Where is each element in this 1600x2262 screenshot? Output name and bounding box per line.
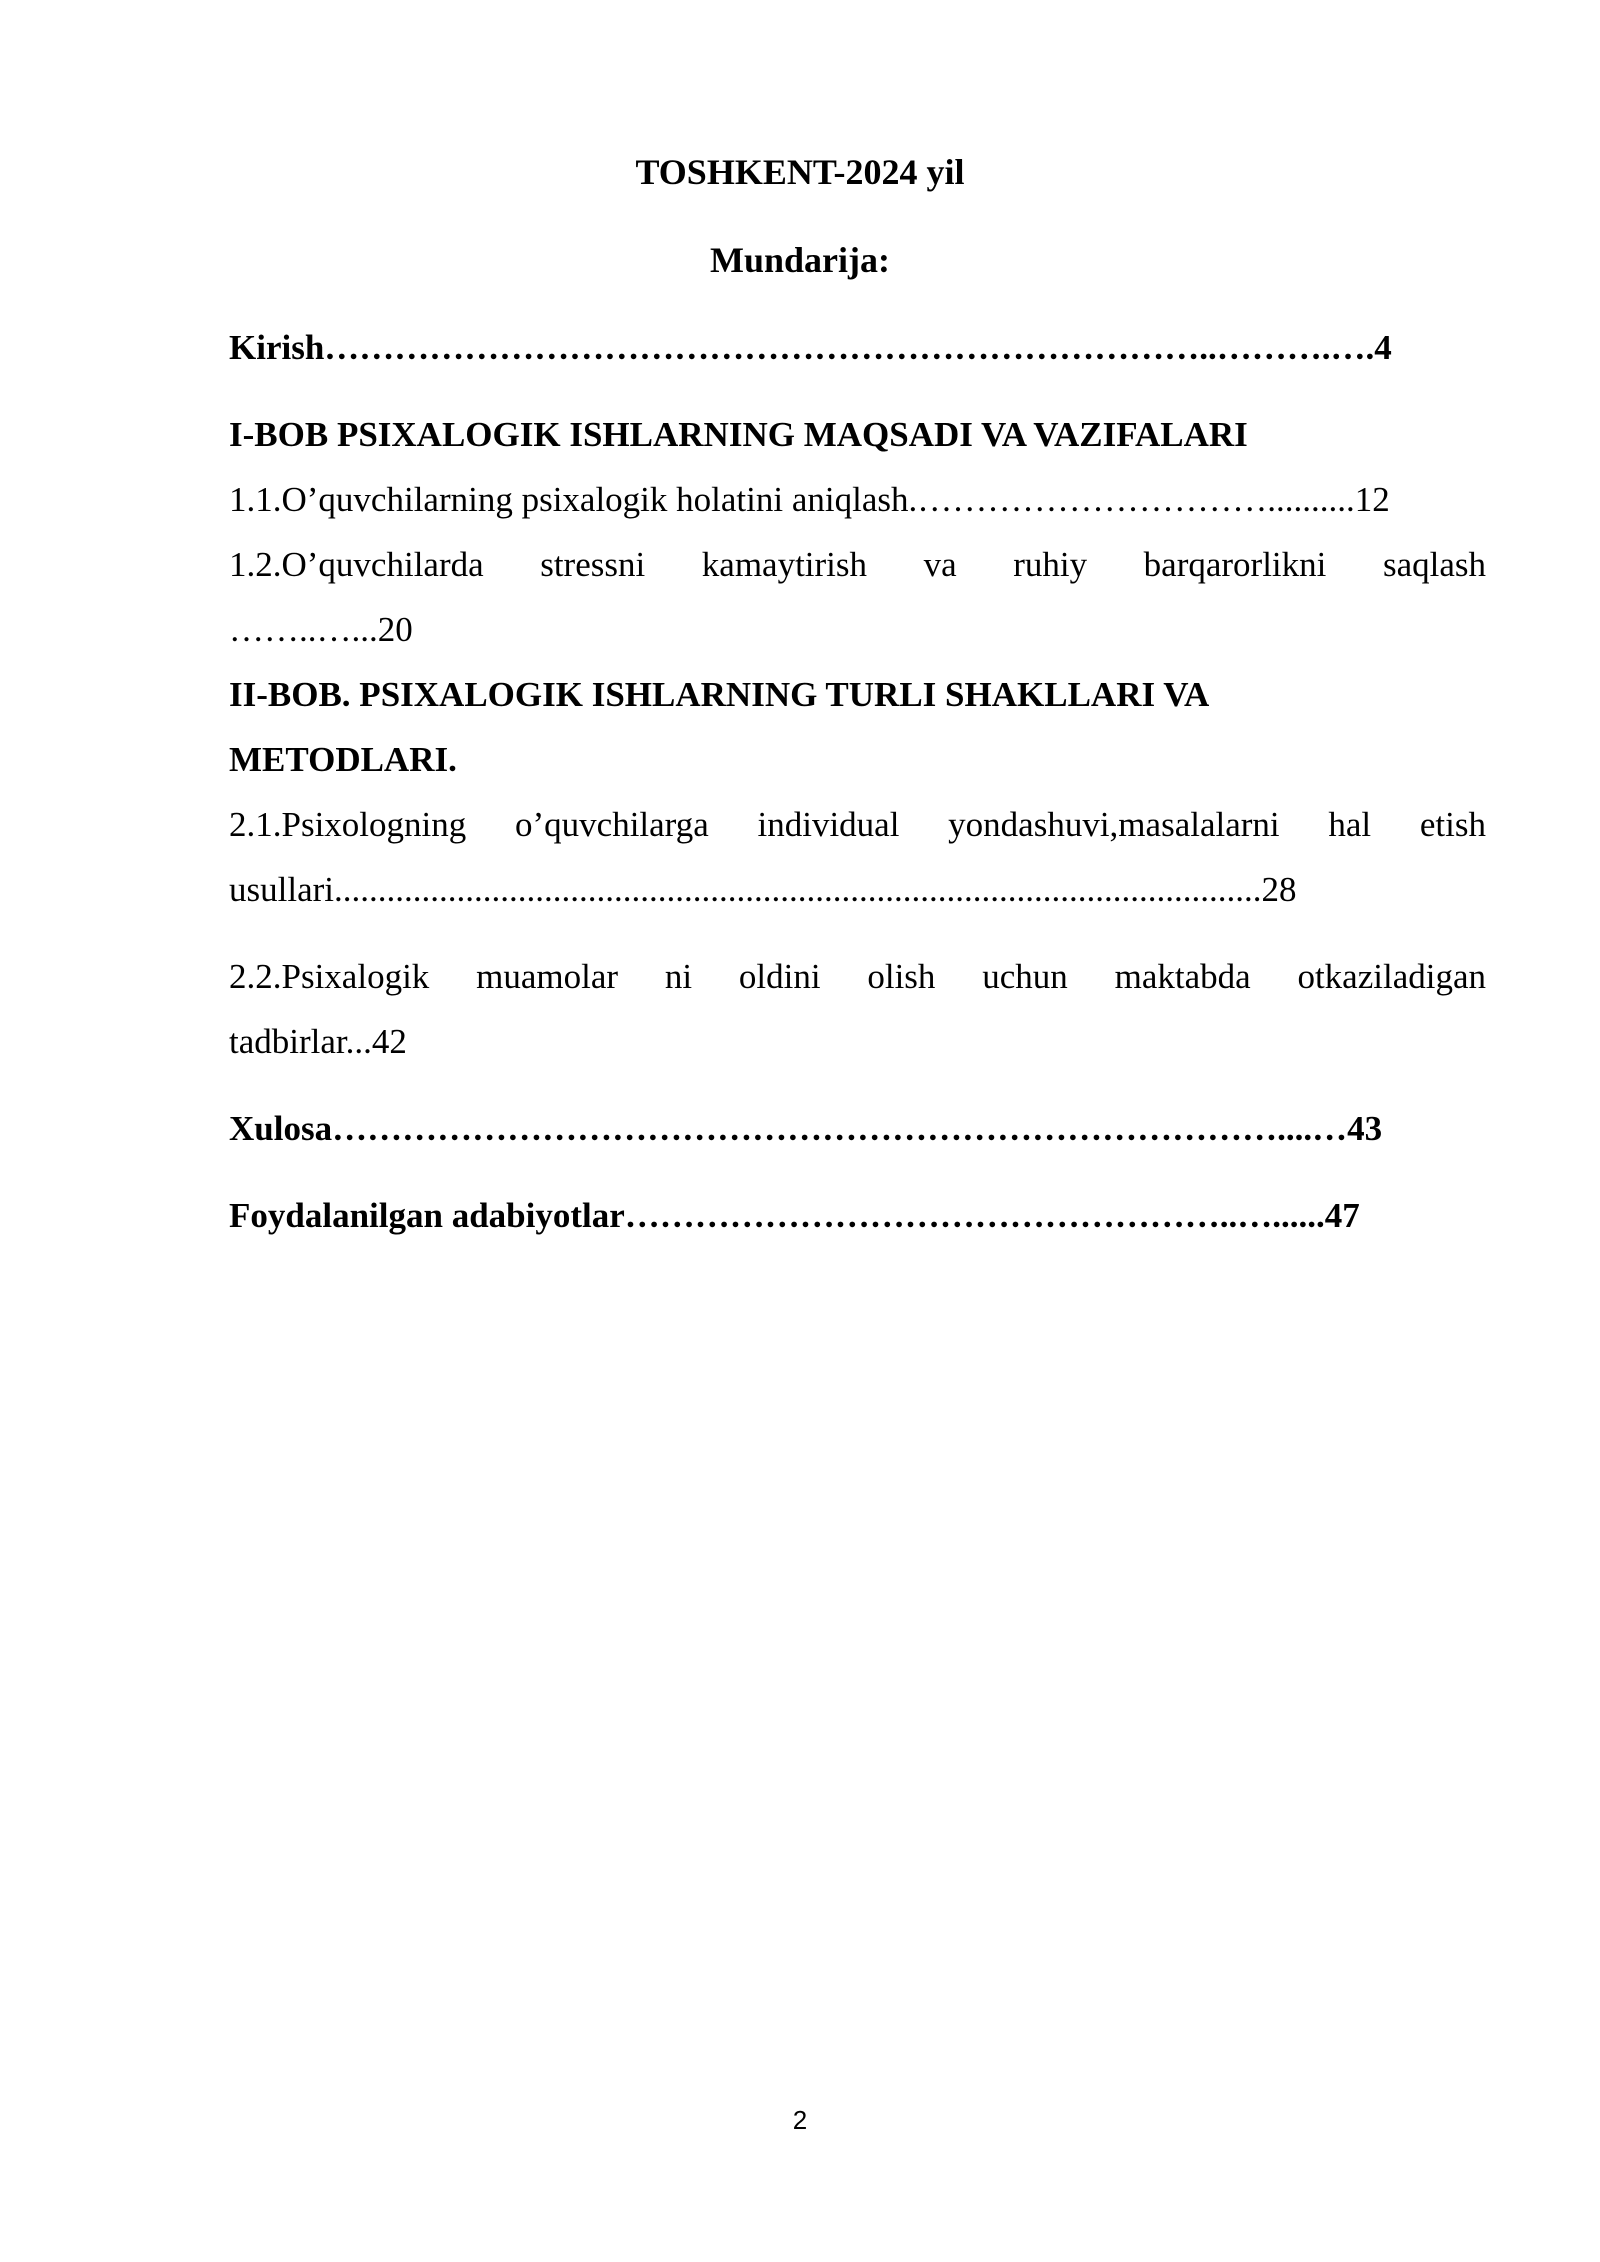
toc-entry-1-2-line2: ……..…...20 (229, 610, 413, 649)
toc-chapter-2-title-line1: II-BOB. PSIXALOGIK ISHLARNING TURLI SHAKLLARI VA (229, 675, 1210, 714)
toc-entry-2-2-line2: tadbirlar...42 (229, 1022, 407, 1061)
toc-entry-1-2-line1: 1.2.O’quvchilarda stressni kamaytirish va ruhiy barqarorlikni saqlash (229, 545, 1486, 584)
toc-entry-2-1-line1: 2.1.Psixologning o’quvchilarga individual yondashuvi,masalalarni hal etish (229, 805, 1486, 844)
toc-entry-2-1-line2: usullari..........................................................................................................28 (229, 870, 1297, 909)
toc-entry-references: Foydalanilgan adabiyotlar……………………………………………..…......47 (229, 1196, 1360, 1235)
toc-chapter-1-title: I-BOB PSIXALOGIK ISHLARNING MAQSADI VA VAZIFALARI (229, 415, 1248, 454)
page-number: 2 (792, 2105, 808, 2135)
toc-entry-1-1: 1.1.O’quvchilarning psixalogik holatini aniqlash.…………………………..........12 (229, 480, 1390, 519)
toc-entry-intro: Kirish…………………………………………………………………..……….….4 (229, 328, 1392, 367)
contents-title: Mundarija: (710, 240, 890, 280)
toc-chapter-2-title-line2: METODLARI. (229, 740, 457, 779)
toc-entry-conclusion: Xulosa………………………………………………………………………....…43 (229, 1109, 1383, 1148)
toc-entry-2-2-line1: 2.2.Psixalogik muamolar ni oldini olish uchun maktabda otkaziladigan (229, 957, 1486, 996)
city-year-heading: TOSHKENT-2024 yil (635, 152, 965, 192)
